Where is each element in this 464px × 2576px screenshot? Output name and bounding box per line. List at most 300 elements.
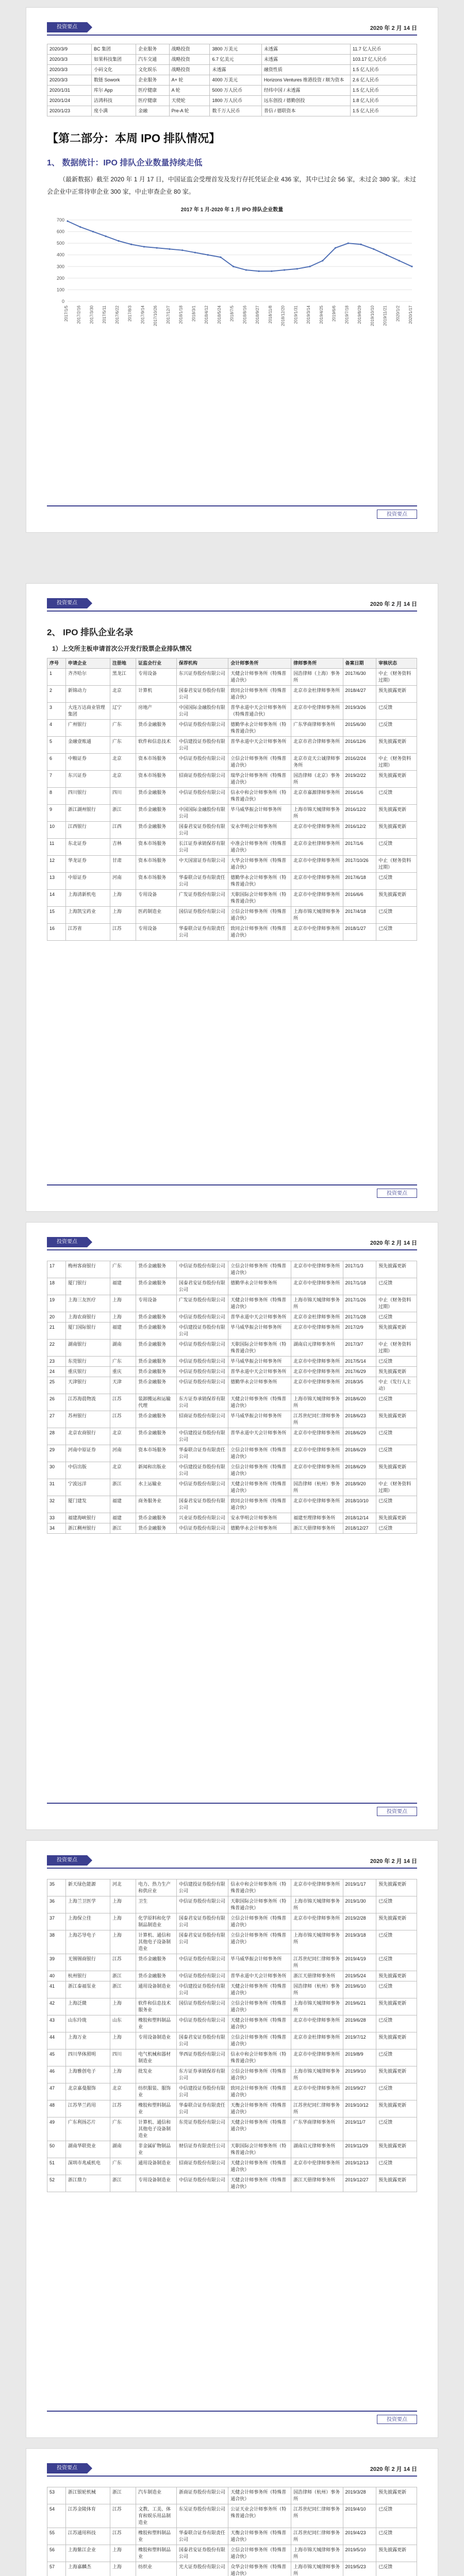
ipo-row	[47, 1896, 417, 1913]
page-header	[47, 20, 417, 36]
table-cell: 上海	[110, 1295, 136, 1312]
table-cell: 中信证券股份有限公司	[176, 2175, 228, 2192]
table-cell: 50	[47, 2141, 66, 2158]
table-cell: 普华永道中天会计师事务所	[228, 737, 291, 754]
table-cell: 中信证券股份有限公司	[176, 2015, 228, 2032]
ipo-row	[47, 669, 417, 686]
table-cell: 2017/10/26	[343, 856, 376, 873]
table-cell: 医药制造业	[136, 907, 177, 924]
report-page-1	[26, 7, 438, 533]
deal-row	[47, 106, 417, 116]
ipo-queue-table-3	[47, 1879, 417, 2192]
table-cell: 江苏金陵体育	[65, 2504, 110, 2528]
ipo-row	[47, 1998, 417, 2015]
header-date: 2020 年 2 月 14 日	[370, 1240, 417, 1246]
table-cell: 2018/6/20	[343, 1394, 376, 1411]
report-page-2	[26, 583, 438, 1212]
table-cell: 2019/3/26	[343, 703, 376, 720]
table-cell: 货币金融服务	[136, 1428, 177, 1445]
table-cell: 预先披露更新	[376, 771, 417, 788]
ipo-row	[47, 2141, 417, 2158]
ipo-queue-line-chart	[47, 215, 418, 333]
table-cell: 已反馈	[376, 1523, 417, 1534]
table-cell: 上海兰卫医学	[65, 1896, 110, 1913]
table-cell: 广州银行	[65, 720, 110, 737]
ipo-row	[47, 788, 417, 805]
table-cell: 广东华商律师事务所	[291, 2117, 343, 2141]
table-cell: 6.7 亿美元	[210, 55, 261, 65]
table-cell: 德勤华永会计师事务所	[228, 1278, 291, 1295]
sub-title: 1、 数据统计：IPO 排队企业数量持续走低	[47, 159, 203, 167]
column-header: 律师事务所	[291, 658, 343, 669]
table-cell: 中信建投证券股份有限公司	[176, 1323, 228, 1340]
data-point	[296, 268, 298, 269]
table-cell: 天津银行	[65, 1377, 110, 1394]
table-cell: 已反馈	[376, 2015, 417, 2032]
table-cell: 北京市中伦律师事务所	[291, 2083, 343, 2100]
table-cell: 2019/11/29	[343, 2141, 376, 2158]
table-cell: 卫生	[136, 1896, 177, 1913]
data-point	[67, 221, 68, 222]
table-cell: 企业服务	[136, 75, 170, 86]
table-cell: 浙江	[110, 1523, 136, 1534]
data-point	[118, 240, 119, 242]
table-cell: 上海	[110, 2066, 136, 2083]
table-cell: 新锦动力	[65, 686, 110, 703]
table-cell: 广东	[110, 1261, 136, 1278]
table-cell: 东方证券承销保荐有限公司	[176, 1394, 228, 1411]
table-cell: 立信会计师事务所（特殊普通合伙）	[228, 1445, 291, 1462]
table-cell: 中信证券股份有限公司	[176, 1367, 228, 1377]
table-cell: 度小满	[92, 106, 136, 116]
page-content	[47, 2487, 417, 2576]
ipo-row	[47, 856, 417, 873]
table-cell: 货币金融服务	[136, 1323, 177, 1340]
table-cell: 2020/1/23	[47, 106, 92, 116]
table-cell: 中国国际金融股份有限公司	[176, 805, 228, 822]
x-tick-label: 2019/11/21	[383, 306, 388, 326]
table-cell: 信永中和会计师事务所（特殊普通合伙）	[228, 1879, 291, 1896]
table-cell: 国信证券股份有限公司	[176, 1998, 228, 2015]
table-cell: 2019/11/7	[343, 2117, 376, 2141]
table-cell: 预先披露更新	[376, 2487, 417, 2504]
table-cell: 资本市场服务	[136, 771, 177, 788]
table-cell: 立信会计师事务所（特殊普通合伙）	[228, 2066, 291, 2083]
table-cell: 货币金融服务	[136, 1367, 177, 1377]
y-tick-label: 0	[61, 299, 64, 304]
table-cell: 软件和信息技术	[136, 737, 177, 754]
table-cell: 上海清新机电	[65, 890, 110, 907]
table-cell: 北京市君合律师事务所	[291, 737, 343, 754]
table-cell: 橡胶和塑料制品业	[136, 2528, 177, 2545]
table-cell: 河南中原证券	[65, 1445, 110, 1462]
table-cell: 货币金融服务	[136, 1278, 177, 1295]
column-header: 证监会行业	[136, 658, 177, 669]
table-cell: 北京市中伦律师事务所	[291, 2015, 343, 2032]
table-cell: 非金属矿物制品业	[136, 2141, 177, 2158]
table-cell: 上海	[110, 907, 136, 924]
table-cell: 2020/1/24	[47, 96, 92, 106]
table-cell: 天职国际会计师事务所（特殊普通合伙）	[228, 890, 291, 907]
table-cell: 立信会计师事务所（特殊普通合伙）	[228, 754, 291, 771]
table-cell: 大华会计师事务所（特殊普通合伙）	[228, 856, 291, 873]
ipo-row	[47, 2487, 417, 2504]
table-cell: 江苏通用科技	[65, 2528, 110, 2545]
table-cell: 预先披露更新	[376, 1462, 417, 1479]
table-cell: 1.5 亿人民币	[350, 106, 417, 116]
table-cell: 华泰联合证券有限责任公司	[176, 1445, 228, 1462]
table-cell: 致同会计师事务所（特殊普通合伙）	[228, 686, 291, 703]
table-cell: 江苏	[110, 2100, 136, 2117]
table-cell: 通用设备制造业	[136, 2158, 177, 2175]
deal-row	[47, 65, 417, 75]
table-cell: 厦门国际银行	[65, 1323, 110, 1340]
ipo-row	[47, 720, 417, 737]
table-cell: 2020/3/3	[47, 75, 92, 86]
table-cell: 纺织服装、服饰业	[136, 2083, 177, 2100]
table-cell: 北京	[110, 1462, 136, 1479]
table-cell: 江苏省	[65, 924, 110, 941]
data-point	[347, 243, 349, 244]
table-cell: 2019/3/18	[343, 1930, 376, 1954]
table-cell: 上海市锦天城律师事务所	[291, 907, 343, 924]
table-cell: 远东创投 / 德勤创投	[261, 96, 350, 106]
table-cell: 天健会计师事务所（特殊普通合伙）	[228, 2175, 291, 2192]
table-cell: 广东利扬芯片	[65, 2117, 110, 2141]
table-cell: 天健会计师事务所（特殊普通合伙）	[228, 1295, 291, 1312]
table-cell: 2020/3/3	[47, 55, 92, 65]
table-cell: 德勤华永会计师事务所（特殊普通合伙）	[228, 720, 291, 737]
report-page-3	[26, 1222, 438, 1830]
table-cell: 江苏世纪同仁律师事务所	[291, 1411, 343, 1428]
table-cell: 国泰君安证券股份有限公司	[176, 2032, 228, 2049]
table-cell: 上海	[110, 2545, 136, 2562]
table-cell: 已反馈	[376, 2528, 417, 2545]
header-date: 2020 年 2 月 14 日	[370, 2466, 417, 2472]
table-cell: 28	[47, 1428, 66, 1445]
ipo-row	[47, 2015, 417, 2032]
table-cell: 北京市中伦律师事务所	[291, 2049, 343, 2066]
table-cell: 预先披露更新	[376, 686, 417, 703]
table-cell: 48	[47, 2100, 66, 2117]
y-tick-label: 400	[56, 252, 64, 258]
table-cell: 浙江	[110, 2487, 136, 2504]
table-cell: 天健会计师事务所（特殊普通合伙）	[228, 669, 291, 686]
table-cell: 47	[47, 2083, 66, 2100]
table-cell: 货币金融服务	[136, 1312, 177, 1323]
table-cell: 专用设备	[136, 890, 177, 907]
table-cell: 17	[47, 1261, 66, 1278]
table-cell: 4000 万美元	[210, 75, 261, 86]
table-cell: 众华会计师事务所（特殊普通合伙）	[228, 2562, 291, 2576]
table-cell: 19	[47, 1295, 66, 1312]
table-cell: 上海	[110, 1913, 136, 1930]
table-cell: 36	[47, 1896, 66, 1913]
table-cell: 2017/6/18	[343, 873, 376, 890]
table-cell: 华泰联合证券有限责任公司	[176, 873, 228, 890]
table-cell: 专用设备	[136, 1295, 177, 1312]
table-cell: 福建	[110, 1496, 136, 1513]
table-cell: 预先披露更新	[376, 1261, 417, 1278]
table-cell: 浙江	[110, 805, 136, 822]
table-cell: 专用设备	[136, 924, 177, 941]
table-cell: 无锡锡商银行	[65, 1954, 110, 1971]
table-cell: 北京市金杜律师事务所	[291, 686, 343, 703]
table-cell: 毕马威华振会计师事务所	[228, 1357, 291, 1367]
table-cell: 浙江湖州银行	[65, 805, 110, 822]
table-cell: 国泰君安证券股份有限公司	[176, 822, 228, 839]
data-point	[322, 260, 323, 261]
table-cell: 25	[47, 1377, 66, 1394]
table-cell: 2019/8/9	[343, 2049, 376, 2066]
table-cell: 北京	[110, 686, 136, 703]
table-cell: 文教、工美、体育和娱乐用品制造业	[136, 2504, 177, 2528]
table-cell: 货币金融服务	[136, 1261, 177, 1278]
table-cell: 2018/12/14	[343, 1513, 376, 1523]
table-cell: 招商证券股份有限公司	[176, 771, 228, 788]
table-cell: 26	[47, 1394, 66, 1411]
table-cell: 中信证券股份有限公司	[176, 754, 228, 771]
ipo-row	[47, 2083, 417, 2100]
table-cell: 浙江	[110, 1971, 136, 1981]
table-cell: 1	[47, 669, 66, 686]
ipo-row	[47, 1312, 417, 1323]
table-cell: 战略投资	[169, 44, 210, 55]
table-cell: 天衡会计师事务所（特殊普通合伙）	[228, 2100, 291, 2117]
table-cell: 浙江泰福泵业	[65, 1981, 110, 1998]
table-cell: 2017/6/30	[343, 669, 376, 686]
table-cell: 2018/10/10	[343, 1496, 376, 1513]
table-cell: 致同会计师事务所（特殊普通合伙）	[228, 1496, 291, 1513]
table-cell: 52	[47, 2175, 66, 2192]
table-cell: 国泰君安证券股份有限公司	[176, 686, 228, 703]
table-cell: 上海	[110, 1998, 136, 2015]
table-cell: 中止（财务资料过期）	[376, 754, 417, 771]
table-cell: 56	[47, 2545, 66, 2562]
data-point	[92, 231, 94, 232]
deals-table	[47, 44, 417, 116]
table-cell: 2020/1/31	[47, 86, 92, 96]
table-cell: 中信证券股份有限公司	[176, 1377, 228, 1394]
table-cell: 2019/10/12	[343, 2100, 376, 2117]
table-cell: 天职国际会计师事务所（特殊普通合伙）	[228, 2141, 291, 2158]
table-cell: 山东玲珑	[65, 2015, 110, 2032]
table-cell: 橡胶和塑料制品业	[136, 2100, 177, 2117]
table-cell: 已反馈	[376, 2562, 417, 2576]
table-cell: 北京市中伦律师事务所	[291, 1879, 343, 1896]
table-cell: 兴业证券股份有限公司	[176, 1513, 228, 1523]
table-cell: 预先披露更新	[376, 805, 417, 822]
table-cell: 四川华体照明	[65, 2049, 110, 2066]
ipo-row	[47, 1913, 417, 1930]
x-tick-label: 2017/1/5	[64, 306, 69, 322]
table-cell: 2019/4/23	[343, 2528, 376, 2545]
table-cell: 水上运输业	[136, 1479, 177, 1496]
ipo-row	[47, 1278, 417, 1295]
table-cell: 上海	[110, 1896, 136, 1913]
table-cell: 预先披露更新	[376, 1879, 417, 1896]
table-cell: 战略投资	[169, 65, 210, 75]
table-cell: 天职国际会计师事务所（特殊普通合伙）	[228, 1896, 291, 1913]
table-cell: 深圳市兆威机电	[65, 2158, 110, 2175]
table-cell: 中止（财务资料过期）	[376, 1479, 417, 1496]
table-cell: 天健会计师事务所（特殊普通合伙）	[228, 2487, 291, 2504]
table-cell: 已反馈	[376, 1896, 417, 1913]
table-cell: 浙江	[110, 2175, 136, 2192]
table-cell: 北京市中伦律师事务所	[291, 822, 343, 839]
table-cell: 北京市中伦律师事务所	[291, 1462, 343, 1479]
section-title: 【第二部分：本周 IPO 排队情况】	[47, 132, 221, 145]
table-cell: 立信会计师事务所（特殊普通合伙）	[228, 1261, 291, 1278]
ipo-list-subheading: 1）上交所主板申请首次公开发行股票企业排队情况	[52, 645, 192, 652]
table-cell: 招商证券股份有限公司	[176, 2158, 228, 2175]
table-cell: 东方证券承销保荐有限公司	[176, 2066, 228, 2083]
table-cell: 浙江	[110, 1479, 136, 1496]
table-cell: 2016/6/6	[343, 890, 376, 907]
table-cell: 已反馈	[376, 720, 417, 737]
table-cell: 福建至理律师事务所	[291, 1513, 343, 1523]
ipo-row	[47, 2504, 417, 2528]
table-cell: 北京市金杜律师事务所	[291, 2032, 343, 2049]
table-cell: 2019/5/10	[343, 2545, 376, 2562]
table-cell: 天职国际会计师事务所（特殊普通合伙）	[228, 1340, 291, 1357]
table-cell: 51	[47, 2158, 66, 2175]
footer-chip: 投资要点	[377, 510, 417, 519]
x-tick-label: 2018/9/27	[255, 306, 260, 324]
table-cell: 上海泛微	[65, 1998, 110, 2015]
data-point	[207, 254, 209, 256]
table-cell: 2	[47, 686, 66, 703]
ipo-row	[47, 2032, 417, 2049]
data-point	[284, 269, 285, 270]
table-cell: 德勤华永会计师事务所	[228, 1523, 291, 1534]
table-cell: 财信证券有限责任公司	[176, 2141, 228, 2158]
table-cell: 已反馈	[376, 1312, 417, 1323]
table-cell: 立信会计师事务所（特殊普通合伙）	[228, 1462, 291, 1479]
table-cell: 已反馈	[376, 1954, 417, 1971]
table-cell: 江苏世纪同仁律师事务所	[291, 2528, 343, 2545]
table-cell: 国浩律师（杭州）事务所	[291, 1981, 343, 1998]
table-cell: 浙江鼎力	[65, 2175, 110, 2192]
table-cell: 专用设备制造业	[136, 2032, 177, 2049]
table-cell: 中信证券股份有限公司	[176, 1357, 228, 1367]
table-cell: 北京市嘉源律师事务所	[291, 788, 343, 805]
ipo-row	[47, 1523, 417, 1534]
table-cell: 华泰联合证券有限责任公司	[176, 924, 228, 941]
table-cell: 38	[47, 1930, 66, 1954]
table-cell: 预先披露更新	[376, 2100, 417, 2117]
table-cell: 55	[47, 2528, 66, 2545]
table-cell: 湖南启元律师事务所	[291, 1340, 343, 1357]
table-cell: 预先披露更新	[376, 2066, 417, 2083]
table-cell: 北京市中伦律师事务所	[291, 2158, 343, 2175]
table-cell: 2019/2/22	[343, 771, 376, 788]
y-tick-label: 200	[56, 275, 64, 281]
table-cell: 11.7 亿人民币	[350, 44, 417, 55]
y-tick-label: 600	[56, 229, 64, 234]
table-cell: 已反馈	[376, 1357, 417, 1367]
data-point	[181, 249, 183, 251]
table-cell: 49	[47, 2117, 66, 2141]
data-point	[411, 266, 412, 267]
table-cell: 杭州银行	[65, 1971, 110, 1981]
table-cell: 上海市锦天城律师事务所	[291, 1295, 343, 1312]
table-cell: 华龙证券	[65, 856, 110, 873]
table-cell: 5	[47, 737, 66, 754]
table-cell: 2018/3/5	[343, 1377, 376, 1394]
table-cell: 毕马威华振会计师事务所	[228, 805, 291, 822]
table-cell: 立信会计师事务所（特殊普通合伙）	[228, 2545, 291, 2562]
footer-chip: 投资要点	[377, 2415, 417, 2424]
table-cell: 2018/6/29	[343, 1428, 376, 1445]
table-cell: 上海农商银行	[65, 1312, 110, 1323]
table-cell: 江苏	[110, 2528, 136, 2545]
x-tick-label: 2018/11/8	[268, 306, 273, 324]
table-cell: 2016/12/2	[343, 822, 376, 839]
table-cell: 江西银行	[65, 822, 110, 839]
table-cell: 专用设备	[136, 669, 177, 686]
table-cell: 中信证券股份有限公司	[176, 1312, 228, 1323]
table-cell: 北京	[110, 1428, 136, 1445]
data-point	[271, 270, 272, 272]
table-cell: 毕马威华振会计师事务所	[228, 1411, 291, 1428]
table-cell: 3	[47, 703, 66, 720]
table-cell: 已反馈	[376, 1428, 417, 1445]
x-tick-label: 2019/3/14	[306, 306, 311, 324]
table-cell: 53	[47, 2487, 66, 2504]
deal-row	[47, 44, 417, 55]
table-cell: 44	[47, 2032, 66, 2049]
table-cell: 2019/9/10	[343, 2066, 376, 2083]
table-cell: 2019/3/28	[343, 2487, 376, 2504]
table-cell: 货币金融服务	[136, 1971, 177, 1981]
table-cell: 北京市中伦律师事务所	[291, 1367, 343, 1377]
page-footer	[47, 1803, 417, 1816]
table-cell: 2017/1/28	[343, 1312, 376, 1323]
table-cell: 北京市中伦律师事务所	[291, 873, 343, 890]
table-cell: 北京农商银行	[65, 1428, 110, 1445]
table-cell: 湖南华联瓷业	[65, 2141, 110, 2158]
table-cell: 3800 万美元	[210, 44, 261, 55]
table-cell: 2019/1/30	[343, 1896, 376, 1913]
table-cell: 金融	[136, 106, 170, 116]
table-cell: 湖南	[110, 1340, 136, 1357]
ipo-row	[47, 2158, 417, 2175]
table-cell: 金融壹账通	[65, 737, 110, 754]
table-cell: 上海嘉麟杰	[65, 2562, 110, 2576]
table-cell: 江苏	[110, 1394, 136, 1411]
table-cell: 浙江银轮机械	[65, 2487, 110, 2504]
table-cell: 预先披露更新	[376, 2141, 417, 2158]
page-content	[47, 620, 417, 941]
table-cell: 预先披露更新	[376, 2175, 417, 2192]
ipo-row	[47, 1261, 417, 1278]
table-cell: 2019/12/13	[343, 2158, 376, 2175]
ipo-row	[47, 2049, 417, 2066]
x-tick-label: 2019/7/18	[344, 306, 350, 324]
page-header	[47, 2461, 417, 2477]
table-cell: 德勤华永会计师事务所（特殊普通合伙）	[228, 873, 291, 890]
table-cell: 资本市场服务	[136, 856, 177, 873]
table-cell: 致同会计师事务所（特殊普通合伙）	[228, 924, 291, 941]
table-cell: 广东	[110, 720, 136, 737]
table-cell: 福建	[110, 1323, 136, 1340]
table-cell: 2018/6/29	[343, 1445, 376, 1462]
table-cell: 北京市中伦律师事务所	[291, 1445, 343, 1462]
table-cell: 57	[47, 2562, 66, 2576]
table-cell: 43	[47, 2015, 66, 2032]
table-cell: 天健会计师事务所（特殊普通合伙）	[228, 2015, 291, 2032]
